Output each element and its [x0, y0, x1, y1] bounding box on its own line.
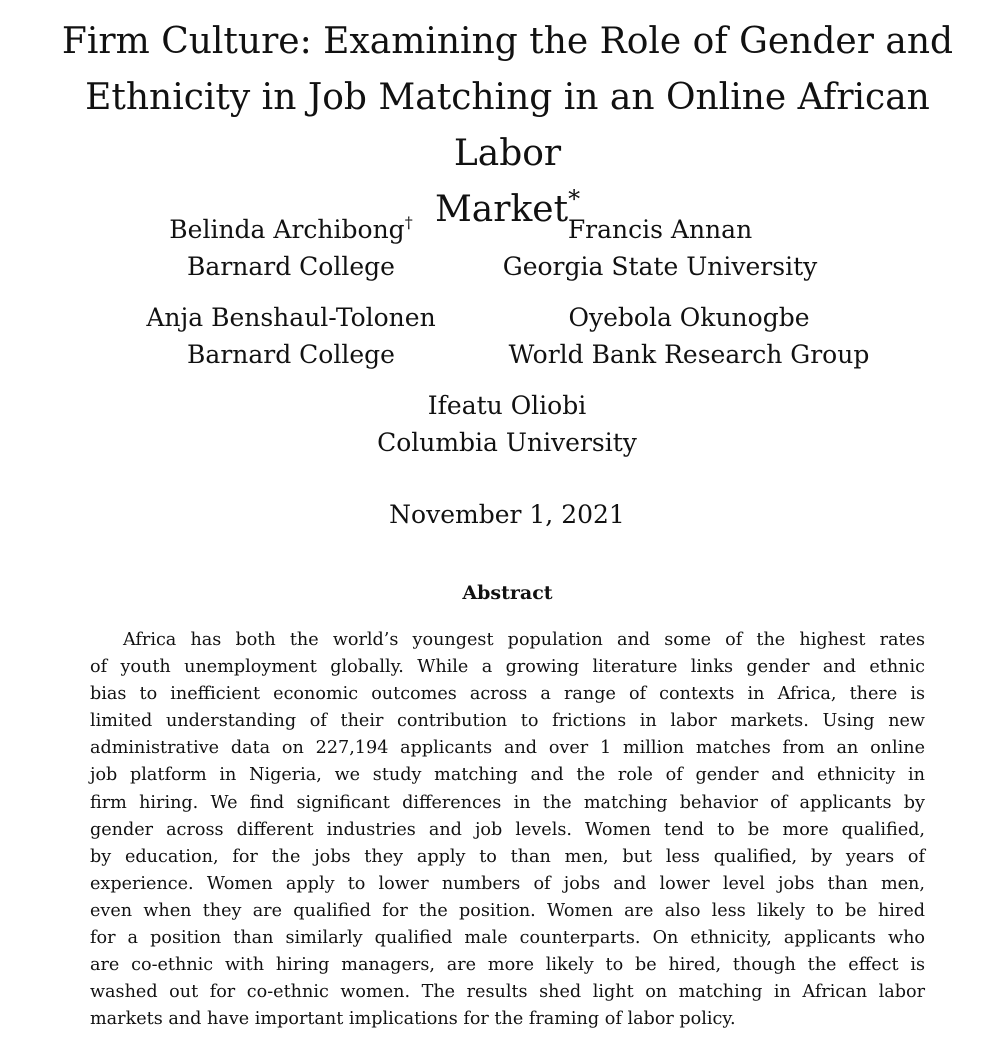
abstract-heading: Abstract [462, 582, 553, 604]
author-name: Francis Annan [567, 215, 753, 244]
author-affiliation: Georgia State University [502, 252, 818, 281]
paper-title [30, 14, 985, 238]
author-block-4 [495, 299, 883, 373]
author-block-2 [497, 211, 823, 285]
author-name-text: Belinda Archibong [169, 215, 405, 244]
abstract-line: administrative data on 227,194 applicants and over 1 million matches from an online [90, 738, 925, 759]
abstract-body [90, 627, 925, 1033]
author-block-3 [145, 299, 437, 373]
abstract-line: limited understanding of their contribution to frictions in labor markets. Using new [90, 711, 925, 732]
abstract-line: for a position than similarly qualified male counterparts. On ethnicity, applicants who [90, 928, 925, 949]
title-line-3: Market [434, 189, 569, 230]
title-line-1: Firm Culture: Examining the Role of Gender and [61, 21, 954, 62]
abstract-line: are co-ethnic with hiring managers, are more likely to be hired, though the effect is [90, 955, 925, 976]
abstract-line: markets and have important implications for the framing of labor policy. [90, 1009, 736, 1030]
title-line-2: Ethnicity in Job Matching in an Online African Labor [85, 77, 930, 174]
author-block-5 [362, 387, 652, 461]
author-affiliation: Barnard College [187, 252, 395, 281]
title-footnote-mark: * [568, 185, 581, 213]
author-name: Ifeatu Oliobi [427, 391, 587, 420]
abstract-line: experience. Women apply to lower numbers of jobs and lower level jobs than men, [90, 873, 925, 894]
abstract-line: job platform in Nigeria, we study matching and the role of gender and ethnicity in [90, 765, 925, 786]
author-name: Anja Benshaul-Tolonen [146, 303, 436, 332]
abstract-line: by education, for the jobs they apply to than men, but less qualified, by years of [90, 846, 925, 867]
abstract-line: gender across different industries and job levels. Women tend to be more qualified, [90, 819, 925, 840]
abstract-line: washed out for co-ethnic women. The results shed light on matching in African labor [90, 982, 925, 1003]
author-name: Oyebola Okunogbe [568, 303, 810, 332]
author-block-1 [147, 211, 435, 285]
author-affiliation: Barnard College [187, 340, 395, 369]
author-affiliation: World Bank Research Group [508, 340, 870, 369]
abstract-line: Africa has both the world’s youngest population and some of the highest rates [123, 630, 925, 650]
publication-date: November 1, 2021 [389, 500, 625, 529]
author-name [147, 211, 435, 248]
author-affiliation: Columbia University [377, 428, 637, 457]
abstract-line: even when they are qualified for the position. Women are also less likely to be hired [90, 900, 925, 921]
author-footnote-mark: † [404, 213, 413, 232]
abstract-line: bias to inefficient economic outcomes across a range of contexts in Africa, there is [90, 684, 925, 705]
abstract-line: firm hiring. We find significant differences in the matching behavior of applicants by [90, 792, 925, 813]
abstract-line: of youth unemployment globally. While a growing literature links gender and ethnic [90, 657, 925, 678]
